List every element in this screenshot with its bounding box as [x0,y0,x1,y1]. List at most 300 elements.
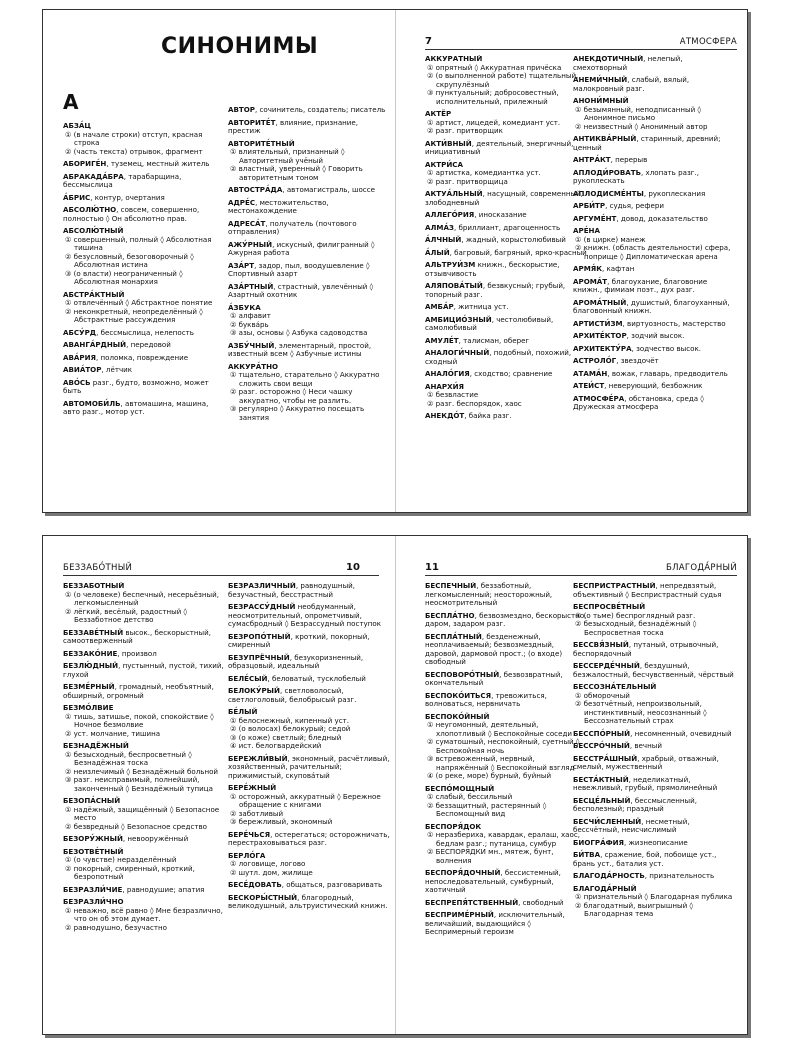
synonym-gloss: , нелепый, смехотворный [573,55,683,72]
synonym-gloss: , задор, пыл, воодушевление ◊ Спортивный азарт [228,260,370,278]
column [63,582,225,1030]
running-head: БЛАГОДА́РНЫЙ [665,563,737,573]
headword: АПЛОДИ́РОВАТЬ [573,167,641,177]
dictionary-entry [573,278,735,295]
dictionary-entry [425,412,587,421]
dictionary-entry [425,236,587,245]
header-rule [425,49,737,50]
dictionary-entry [425,161,587,187]
synonym-gloss: , честолюбивый, самолюбивый [425,314,554,332]
headword: БЕСЦЕ́ЛЬНЫЙ [573,795,631,805]
dictionary-entry [573,662,735,679]
headword: БЕСПРИСТРА́СТНЫЙ [573,582,656,590]
headword: АВТОСТРА́ДА [228,185,283,194]
synonym-gloss: , сходство; сравнение [469,369,553,378]
headword: БЕЗЗАБО́ТНЫЙ [63,582,125,590]
sense-line: ① тишь, затишье, покой, спокойствие ◊ Ночное безмолвие [65,711,214,729]
dictionary-entry [425,55,587,106]
synonym-gloss: , рукоплескания [643,188,706,198]
sense-line: ② покорный, смиренный, кроткий, безропотный [65,863,195,881]
headword: БЕЗРАССУ́ДНЫЙ [228,602,296,611]
page-number: 7 [425,36,432,47]
dictionary-entry [228,283,390,300]
headword: АТМОСФЕ́РА [573,393,625,403]
headword: БЕРЛО́ГА [228,850,266,860]
sense-line: ② уст. молчание, тишина [65,728,161,738]
sense-line: ① влиятельный, признанный ◊ Авторитетный учёный [230,147,345,165]
synonym-gloss: , жизнеописание [624,837,688,847]
column-entries [425,55,587,421]
headword: АККУРА́ТНЫЙ [425,55,483,63]
headword: АВТОРИТЕ́ТНЫЙ [228,138,295,148]
synonym-gloss: , талисман, оберег [458,335,530,345]
dictionary-entry [228,262,390,279]
dictionary-entry [228,363,390,423]
sense-line: ② суматошный, неспокойный, суетный ◊ Беспокойная ночь [427,737,580,755]
page-fold [395,536,396,1034]
headword: АТАМА́Н [573,368,608,378]
headword: БИ́ТВА [573,850,601,859]
headword: АЖУ́РНЫЙ [228,239,273,249]
synonym-gloss: , передовой [126,340,171,349]
dictionary-entry [63,329,225,338]
headword: АБСУ́РД [63,327,97,337]
sense-line: ① надёжный, защищённый ◊ Безопасное место [65,804,220,822]
dictionary-entry [228,106,390,115]
page-fold [395,10,396,512]
synonym-gloss: , храбрый, отважный, смелый, мужественный [573,753,719,771]
dictionary-entry [228,304,390,338]
dictionary-entry [425,349,587,366]
headword: АДРЕСА́Т [228,218,266,228]
headword: БЕСКОРЫ́СТНЫЙ [228,892,298,902]
sense-line: ④ (о реке, море) бурный, буйный [427,771,552,780]
dictionary-entry [425,823,587,866]
headword: АРЕ́НА [573,226,600,235]
dictionary-entry [63,194,225,203]
headword: АЛЯПОВА́ТЫЙ [425,281,483,290]
synonym-gloss: , лётчик [101,365,133,374]
synonym-gloss: , зодчество высок. [631,343,702,353]
dictionary-entry [63,629,225,646]
headword: БЕСПОРЯ́ДОЧНЫЙ [425,868,501,877]
sense-line: ② разг. притворщик [427,126,503,135]
synonym-gloss: , вожак, главарь, предводитель [607,368,728,378]
headword: БЕСПЛА́ТНО [425,610,475,620]
headword: БЕСПРОСВЕ́ТНЫЙ [573,602,646,611]
synonym-gloss: , безукоризненный, образцовый, идеальный [228,652,364,670]
synonym-gloss: , местожительство, местонахождение [228,197,329,215]
synonym-gloss: , бессистемный, непоследовательный, сумбурный, хаотичный [425,868,561,894]
sense-line: ① осторожный, аккуратный ◊ Бережное обращение с книгами [230,791,381,809]
synonym-gloss: , бессмысленный, бесполезный; праздный [573,795,697,813]
headword: БЕЗУПРЁЧНЫЙ [228,652,290,662]
sense-line: ① безвластие [427,390,479,399]
synonym-gloss: , поломка, повреждение [96,352,189,362]
dictionary-entry [228,582,390,599]
synonym-gloss: , душистый, благоуханный, благовонный книжн. [573,297,730,315]
synonym-gloss: , получатель (почтового отправления) [228,218,357,236]
dictionary-entry [573,265,735,274]
headword: АНЕКДО́Т [425,411,465,420]
dictionary-entry [573,872,735,881]
column-entries [573,582,735,919]
sense-line: ② книжн. (область деятельности) сфера, поприще ◊ Дипломатическая арена [575,243,731,261]
dictionary-entry [63,400,225,417]
column [228,106,390,510]
headword: БЕСПРИМЕ́РНЫЙ [425,910,494,919]
dictionary-entry [425,140,587,157]
synonym-gloss: , безвкусный; грубый, топорный разг. [425,281,566,299]
synonym-gloss: , тревожиться, волноваться, нервничать [425,690,547,708]
headword: АМБА́Р [425,302,454,311]
headword: АВИА́ТОР [63,365,102,374]
headword: АРМЯ́К [573,264,603,273]
sense-line: ③ бережливый, экономный [230,817,333,826]
synonym-gloss: , старинный, древний; ценный [573,134,721,152]
dictionary-entry [228,603,390,629]
synonym-gloss: , пустынный, пустой, тихий, глухой [63,661,224,679]
dictionary-entry [425,911,587,937]
synonym-gloss: , признательность [644,871,715,880]
dictionary-entry [228,755,390,781]
dictionary-entry [63,354,225,363]
synonym-gloss: , общаться, разговаривать [281,880,383,889]
dictionary-entry [573,797,735,814]
sense-line: ① (о человеке) беспечный, несерьёзный, легкомысленный [65,589,220,607]
dictionary-entry [63,291,225,325]
headword: АРГУМЕ́НТ [573,213,617,223]
sense-line: ① артист, лицедей, комедиант уст. [427,117,561,127]
dictionary-entry [573,76,735,93]
headword: АКТЁР [425,109,452,118]
dictionary-entry [573,755,735,772]
synonym-gloss: , судья, рефери [605,201,664,210]
sense-line: ③ встревоженный, нервный, напряжённый ◊ Беспокойный взгляд [427,754,575,772]
sense-line: ② разг. беспорядок, хаос [427,398,522,408]
synonym-gloss: , подобный, похожий, сходный [425,348,572,366]
sense-line: ① логовище, логово [230,859,306,868]
headword: АВА́РИЯ [63,352,96,362]
headword: АЛЛЕГО́РИЯ [425,210,475,219]
sense-line: ② (часть текста) отрывок, фрагмент [65,146,203,156]
synonym-gloss: , равнодушный, безучастный, бесстрастный [228,582,356,599]
headword: БЕСПЕ́ЧНЫЙ [425,582,477,590]
headword: БЕ́ЛЫЙ [228,707,258,716]
headword: БИОГРА́ФИЯ [573,837,625,847]
header-rule [63,575,379,576]
synonym-gloss: , деятельный, энергичный, инициативный [425,138,574,156]
headword: АНЕМИ́ЧНЫЙ [573,75,628,84]
synonym-gloss: , несметный, бессчётный, неисчислимый [573,816,690,834]
headword: АВАНГА́РДНЫЙ [63,340,127,349]
headword: АДРЕ́С [228,197,256,207]
synonym-gloss: , тарабарщина, бессмыслица [63,171,182,189]
sense-line: ① опрятный ◊ Аккуратная причёска [427,62,562,72]
dictionary-entry [63,379,225,396]
headword: БЕССОЗНА́ТЕЛЬНЫЙ [573,682,657,691]
sense-line: ② буквáрь [230,319,269,329]
headword: АНАЛО́ГИЯ [425,369,470,378]
sense-line: ② неизвестный ◊ Анонимный автор [575,121,708,131]
sense-line: ③ (о коже) светлый; бледный [230,732,342,742]
synonym-gloss: книжн., бескорыстие, отзывчивость [425,260,560,278]
headword: АРХИТЕ́КТОР [573,331,627,340]
headword: АБСОЛЮ́ТНО [63,205,117,214]
headword: БЕСПОРЯ́ДОК [425,821,482,831]
headword: БЕЗРАЗЛИ́ЧИЕ [63,884,123,894]
headword: АРТИСТИ́ЗМ [573,318,623,328]
headword: А́ЛЫЙ [425,247,450,257]
dictionary-entry [425,370,587,379]
dictionary-entry [228,831,390,848]
headword: А́БРИС [63,192,91,202]
headword: БЛАГОДА́РНЫЙ [573,883,637,893]
dictionary-entry [63,797,225,831]
sense-line: ① неважно, всё равно ◊ Мне безразлично, что он об этом думает. [65,905,223,923]
synonym-gloss: , довод, доказательство [616,213,708,223]
synonym-gloss: , равнодушие; апатия [122,884,205,894]
synonym-gloss: необдуманный, неосмотрительный, опрометчивый, сумасбродный ◊ Безрассудный поступок [228,602,382,628]
dictionary-entry [425,261,587,278]
dictionary-entry [573,885,735,919]
headword: БЕРЕ́ЖНЫЙ [228,783,277,792]
dictionary-entry [425,190,587,207]
synonym-gloss: , неверующий, безбожник [604,381,703,390]
synonym-gloss: разг., будто, возможно, может быть [63,377,209,395]
dictionary-entry [573,776,735,793]
synonym-gloss: , безвозвратный, окончательный [425,669,563,687]
headword: АЛМА́З [425,222,454,232]
sense-line: ② равнодушно, безучастно [65,922,167,932]
synonym-gloss: , экономный, расчётливый, хозяйственный, рачительный; прижимистый, скупова́тый [228,753,390,780]
dictionary-entry [63,160,225,169]
headword: БЕСЧИ́СЛЕННЫЙ [573,816,642,826]
dictionary-entry [573,382,735,391]
dictionary-entry [573,603,735,637]
sense-line: ③ пунктуальный; добросовестный, исполнительный, прилежный [427,88,559,106]
synonym-gloss: , несомненный, очевидный [630,728,732,738]
synonym-gloss: , светловолосый, светлоголовый, белобрысый разг. [228,686,357,704]
dictionary-entry [573,299,735,316]
headword: БЕЗЗАКО́НИЕ [63,648,118,658]
synonym-gloss: , багровый, багряный, ярко-красный [449,247,587,257]
sense-line: ③ разг. неисправимый, полнейший, законченный ◊ Безнадёжный тупица [65,775,213,793]
headword: АКТУА́ЛЬНЫЙ [425,189,483,198]
dictionary-entry [228,186,390,195]
dictionary-entry [425,224,587,233]
synonym-gloss: , обстановка, среда ◊ Дружеская атмосфера [573,393,704,411]
headword: АВТОМОБИ́ЛЬ [63,398,121,408]
synonym-gloss: , перерыв [610,155,648,164]
dictionary-entry [228,199,390,216]
headword: БЕЛОКУ́РЫЙ [228,686,280,695]
headword: АНАРХИ́Я [425,381,464,391]
dictionary-entry [425,582,587,608]
synonym-gloss: , исключительный, величайший, выдающийся ◊ Беспримерный героизм [425,910,565,936]
dictionary-entry [228,342,390,359]
headword: АНОНИ́МНЫЙ [573,96,629,105]
dictionary-entry [425,249,587,258]
synonym-gloss: , сочинитель, создатель; писатель [254,106,386,114]
column-entries [425,582,587,937]
headword: АРОМА́Т [573,276,608,286]
headword: АНАЛОГИ́ЧНЫЙ [425,348,490,357]
synonym-gloss: , безденежный, неоплачиваемый; безвозмездный, даровой, дармовой прост.; (о входе) свободный [425,631,563,666]
headword: АЗА́РТ [228,260,255,270]
headword: АРХИТЕКТУ́РА [573,343,632,353]
dictionary-entry [573,357,735,366]
dictionary-entry [573,97,735,131]
dictionary-entry [425,633,587,667]
dictionary-entry [228,633,390,650]
headword: АПЛОДИСМЕ́НТЫ [573,188,644,198]
dictionary-entry [573,227,735,261]
headword: БЛАГОДА́РНОСТЬ [573,871,645,880]
sense-line: ② БЕСПОРЯ́ДКИ мн., мятеж, бунт, волнения [427,847,554,865]
sense-line: ① совершенный, полный ◊ Абсолютная тишина [65,234,212,252]
dictionary-entry [228,894,390,911]
headword: АЛЬТРУИ́ЗМ [425,260,476,269]
headword: БЕССТРА́ШНЫЙ [573,753,638,763]
dictionary-entry [425,869,587,895]
headword: БЕЗОТВЕ́ТНЫЙ [63,846,124,856]
headword: АВО́СЬ [63,377,91,387]
synonym-gloss: , благоухание, благовоние книжн., фимиам поэт., дух разг. [573,276,708,294]
headword: АНТРА́КТ [573,155,611,164]
headword: БЕЗНАДЁЖНЫЙ [63,741,129,750]
synonym-gloss: , беловатый, тусклобелый [267,673,366,683]
synonym-gloss: , влияние, признание, престиж [228,117,359,135]
synonym-gloss: , страстный, увлечённый ◊ Азартный охотник [228,281,374,299]
running-head: БЕЗЗАБО́ТНЫЙ [63,563,133,573]
sense-line: ② лёгкий, весёлый, радостный ◊ Беззаботное детство [65,606,188,624]
dictionary-entry [63,898,225,932]
dictionary-entry [573,742,735,751]
synonym-gloss: , элементарный, простой, известный всем ◊ Азбучные истины [228,340,372,358]
synonym-gloss: , безвозмездно, бескорыстно, даром, задаром разг. [425,610,587,628]
headword: АБРАКАДА́БРА [63,171,124,181]
synonym-gloss: , неделикатный, невежливый, грубый, прямолинейный [573,774,718,792]
sense-line: ④ ист. белогвардейский [230,741,322,750]
headword: АВТОРИТЕ́Т [228,117,276,127]
dictionary-entry [573,55,735,72]
synonym-gloss: , кроткий, покорный, смиренный [228,631,370,649]
column-entries [228,106,390,422]
column-entries [573,55,735,412]
sense-line: ③ (о власти) неограниченный ◊ Абсолютная монархия [65,268,183,286]
headword: БЕЗЛЮ́ДНЫЙ [63,661,119,670]
sense-line: ① обморочный [575,690,630,700]
headword: БЕСПЛА́ТНЫЙ [425,631,482,641]
dictionary-entry [573,215,735,224]
headword: БЕСПО́МОЩНЫЙ [425,783,495,793]
dictionary-entry [573,156,735,165]
dictionary-entry [573,683,735,726]
synonym-gloss: , кафтан [602,264,635,273]
column-entries [63,122,225,417]
synonym-gloss: , контур, очертания [90,192,165,202]
dictionary-entry [573,202,735,211]
headword: А́ВТОР [228,106,255,114]
column [228,582,390,1030]
dictionary-entry [228,140,390,183]
dictionary-entry [228,687,390,704]
headword: БЕЗЗАВЕ́ТНЫЙ [63,627,124,637]
headword: АРБИ́ТР [573,201,606,210]
synonym-gloss: , бриллиант, драгоценность [453,222,561,232]
dictionary-entry [573,730,735,739]
headword: АКТИ́ВНЫЙ [425,138,472,148]
dictionary-entry [63,366,225,375]
dictionary-entry [228,881,390,890]
synonym-gloss: , туземец, местный житель [106,159,210,168]
synonym-gloss: , бездушный, безжалостный, бесчувственный, чёрствый [573,661,734,679]
dictionary-entry [63,683,225,700]
column-entries [63,582,225,932]
dictionary-entry [63,173,225,190]
dictionary-entry [425,692,587,709]
headword: АНТИКВА́РНЫЙ [573,134,637,143]
dictionary-entry [228,220,390,237]
synonym-gloss: , произвол [117,648,157,658]
synonym-gloss: , искусный, филигранный ◊ Ажурная работа [228,239,375,257]
sense-line: ① неугомонный, деятельный, хлопотливый ◊ Беспокойные соседи [427,720,572,738]
dictionary-entry [573,839,735,848]
headword: БЕСЕ́ДОВАТЬ [228,880,282,889]
synonym-gloss: , остерегаться; осторожничать, перестраховываться разг. [228,829,390,847]
headword: АККУРА́ТНО [228,361,279,371]
dictionary-entry [425,785,587,819]
sense-line: ① безымянный, неподписанный ◊ Анонимное письмо [575,104,701,122]
synonym-gloss: , сражение, бой, побоище уст., брань уст., баталия уст. [573,850,717,868]
dictionary-entry [228,241,390,258]
synonym-gloss: , жадный, корыстолюбивый [461,235,566,244]
dictionary-entry [63,341,225,350]
headword: АРОМА́ТНЫЙ [573,297,627,307]
dictionary-entry [228,654,390,671]
dictionary-entry [63,742,225,793]
dictionary-entry [228,708,390,751]
sense-line: ① (о тьме) беспроглядный разг. [575,610,696,620]
dictionary-entry [425,337,587,346]
headword: АБСТРА́КТНЫЙ [63,289,125,299]
headword: АКТРИ́СА [425,159,463,169]
synonym-gloss: , житница уст. [453,302,509,311]
dictionary-entry [63,848,225,882]
column [573,55,735,510]
dictionary-entry [573,169,735,186]
sense-line: ② благодатный, выигрышный ◊ Благодарная тема [575,900,694,918]
synonym-gloss: , благородный, великодушный, альтруистический книжн. [228,892,388,910]
headword: БЕЗМЕ́РНЫЙ [63,682,115,691]
headword: БЕССЕРДЕ́ЧНЫЙ [573,661,640,670]
sense-line: ② (о выполненной работе) тщательный, скрупулёзный [427,71,579,89]
headword: БЕСПОКО́ЙНЫЙ [425,711,490,721]
sense-line: ② безысходный, безнадёжный ◊ Беспросветная тоска [575,619,697,637]
sense-line: ① белоснежный, кипенный уст. [230,715,350,725]
dictionary-entry [228,675,390,684]
dictionary-entry [63,582,225,625]
dictionary-entry [63,650,225,659]
headword: БЕССПО́РНЫЙ [573,728,631,738]
headword: БЕССВЯ́ЗНЫЙ [573,640,629,649]
synonym-gloss: , иносказание [474,210,527,219]
synonym-gloss: , автомашина, машина, авто разг., мотор уст. [63,398,209,416]
column [425,582,587,1030]
dictionary-entry [63,835,225,844]
headword: АЗБУ́ЧНЫЙ [228,340,275,350]
